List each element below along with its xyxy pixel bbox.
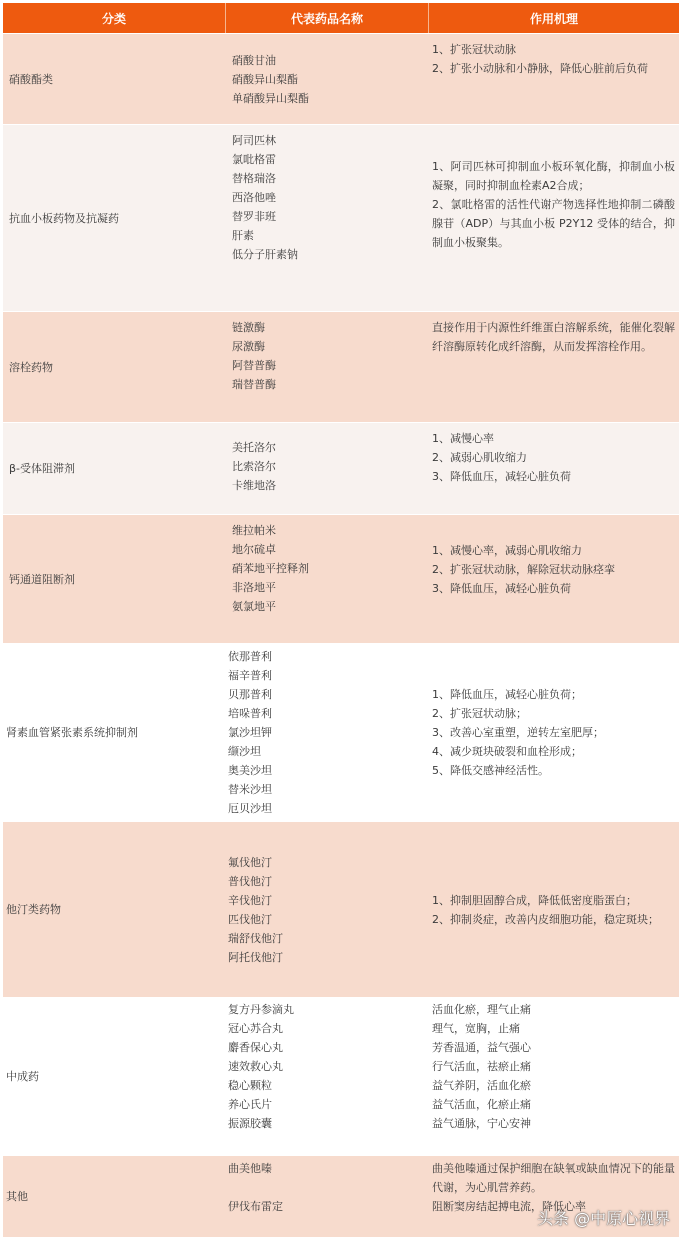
drug-name: 尿激酶 [232, 340, 265, 353]
table-row [3, 311, 679, 422]
header-category: 分类 [3, 3, 226, 33]
drug-name: 冠心苏合丸 [228, 1022, 283, 1035]
drug-name: 伊伐布雷定 [228, 1200, 283, 1213]
drugs-cell [226, 822, 429, 997]
drug-name: 硝酸甘油 [232, 53, 276, 67]
mechanism-text: 益气养阴，活血化瘀 [432, 1079, 531, 1092]
drug-name: 非洛地平 [232, 581, 276, 594]
drug-name: 速效救心丸 [228, 1060, 283, 1073]
category-cell: 其他 [6, 1190, 28, 1203]
table-row [3, 997, 679, 1155]
drug-name: 缬沙坦 [228, 745, 261, 758]
mechanism-text: 2、抑制炎症，改善内皮细胞功能，稳定斑块； [432, 912, 659, 926]
drug-name: 低分子肝素钠 [232, 248, 298, 261]
drug-name: 替米沙坦 [228, 783, 272, 796]
mechanism-text: 4、减少斑块破裂和血栓形成； [432, 745, 582, 758]
drugs-cell [226, 998, 429, 1155]
mechanism-cell [429, 998, 679, 1155]
drug-name: 链激酶 [232, 321, 265, 334]
drug-name: 地尔硫卓 [232, 543, 276, 556]
drug-name: 厄贝沙坦 [228, 802, 272, 815]
mechanism-cell [429, 644, 679, 821]
table-row [3, 643, 679, 821]
drugs-cell [226, 1156, 429, 1237]
drug-name: 硝苯地平控释剂 [232, 562, 309, 575]
drug-name: 培哚普利 [228, 707, 272, 720]
drug-name: 阿替普酶 [232, 359, 276, 372]
mechanism-text: 2、氯吡格雷的活性代谢产物选择性地抑制二磷酸腺苷（ADP）与其血小板 P2Y12 受体的结合，抑制血小板聚集。 [432, 198, 675, 249]
mechanism-text: 1、扩张冠状动脉 [432, 43, 516, 56]
drugs-cell [226, 515, 429, 643]
drug-name: 阿司匹林 [232, 134, 276, 147]
mechanism-text: 2、扩张冠状动脉； [432, 707, 527, 720]
drug-name: 稳心颗粒 [228, 1079, 272, 1092]
table-row [3, 124, 679, 311]
category-cell: 钙通道阻断剂 [9, 572, 75, 586]
mechanism-text: 芳香温通，益气强心 [432, 1041, 531, 1054]
table-header [3, 3, 679, 33]
drug-name: 美托洛尔 [232, 441, 276, 454]
drug-name: 普伐他汀 [228, 874, 272, 888]
drug-name: 振源胶囊 [228, 1117, 272, 1130]
drug-name: 贝那普利 [228, 688, 272, 701]
category-cell: 他汀类药物 [6, 903, 61, 916]
drug-name: 氯沙坦钾 [228, 726, 272, 739]
mechanism-cell [429, 822, 679, 997]
drug-name: 麝香保心丸 [228, 1041, 283, 1054]
drug-name: 比索洛尔 [232, 460, 276, 473]
drug-name: 氟伐他汀 [228, 855, 272, 869]
mechanism-text: 1、减慢心率，减弱心肌收缩力 [432, 544, 582, 557]
mechanism-text: 曲美他嗪通过保护细胞在缺氧或缺血情况下的能量代谢，为心肌营养药。 [432, 1162, 675, 1194]
drug-name: 硝酸异山梨酯 [232, 72, 298, 86]
drug-name: 替格瑞洛 [232, 172, 276, 185]
header-drug-names: 代表药品名称 [226, 3, 429, 33]
table-row [3, 33, 679, 124]
drugs-cell [226, 423, 429, 514]
mechanism-text: 行气活血，祛瘀止痛 [432, 1060, 531, 1073]
category-cell: 硝酸酯类 [9, 72, 53, 86]
drug-name: 替罗非班 [232, 210, 276, 223]
mechanism-text: 理气，宽胸，止痛 [432, 1022, 520, 1035]
drug-name: 瑞替普酶 [232, 378, 276, 391]
mechanism-text: 1、降低血压，减轻心脏负荷； [432, 688, 582, 701]
drugs-cell [226, 644, 429, 821]
mechanism-text: 2、扩张冠状动脉，解除冠状动脉痉挛 [432, 563, 615, 576]
drug-name: 肝素 [232, 229, 254, 242]
drug-name: 氨氯地平 [232, 600, 276, 613]
table-row [3, 514, 679, 643]
drug-name: 奥美沙坦 [228, 764, 272, 777]
header-mechanism: 作用机理 [529, 11, 578, 26]
table-row [3, 422, 679, 514]
mechanism-text: 5、降低交感神经活性。 [432, 764, 549, 777]
mechanism-text: 益气活血，化瘀止痛 [432, 1098, 531, 1111]
drug-name: 福辛普利 [228, 669, 272, 682]
drug-name: 单硝酸异山梨酯 [232, 91, 309, 105]
drug-name: 辛伐他汀 [228, 893, 272, 907]
drug-name: 维拉帕米 [232, 524, 276, 537]
mechanism-cell [429, 423, 679, 514]
drug-name: 卡维地洛 [232, 479, 276, 492]
drug-name: 依那普利 [228, 650, 272, 663]
mechanism-cell [429, 125, 679, 311]
drug-name: 氯吡格雷 [232, 153, 276, 166]
mechanism-text: 3、降低血压，减轻心脏负荷 [432, 470, 571, 483]
drug-name: 阿托伐他汀 [228, 950, 283, 964]
mechanism-text: 活血化瘀，理气止痛 [432, 1003, 531, 1016]
drug-name: 匹伐他汀 [228, 912, 272, 926]
drug-name: 曲美他嗪 [228, 1162, 272, 1175]
drugs-cell [226, 125, 429, 311]
drugs-cell [226, 34, 429, 124]
drug-name: 瑞舒伐他汀 [228, 931, 283, 945]
table-row [3, 821, 679, 997]
mechanism-text: 1、减慢心率 [432, 432, 494, 445]
category-cell: 溶栓药物 [9, 360, 53, 374]
drug-table [3, 3, 679, 1237]
mechanism-text: 阻断窦房结起搏电流，降低心率 [432, 1200, 586, 1213]
mechanism-text: 3、改善心室重塑，逆转左室肥厚； [432, 726, 604, 739]
category-cell: 抗血小板药物及抗凝药 [9, 211, 119, 225]
mechanism-text: 3、降低血压，减轻心脏负荷 [432, 582, 571, 595]
mechanism-cell [429, 515, 679, 643]
mechanism-text: 直接作用于内源性纤维蛋白溶解系统，能催化裂解纤溶酶原转化成纤溶酶，从而发挥溶栓作用。 [432, 321, 675, 353]
mechanism-cell [429, 34, 679, 124]
category-cell: 中成药 [6, 1070, 39, 1083]
mechanism-text: 益气通脉，宁心安神 [432, 1117, 531, 1130]
drug-name: 复方丹参滴丸 [228, 1003, 294, 1016]
mechanism-text: 2、扩张小动脉和小静脉，降低心脏前后负荷 [432, 62, 648, 75]
mechanism-text: 1、阿司匹林可抑制血小板环氧化酶，抑制血小板凝聚，同时抑制血栓素A2合成； [432, 160, 675, 192]
watermark: 头条 @中原心视界 [537, 1209, 671, 1228]
drug-name: 西洛他唑 [232, 191, 276, 204]
mechanism-text: 2、减弱心肌收缩力 [432, 451, 527, 464]
drug-name: 养心氏片 [228, 1098, 272, 1111]
category-cell: 肾素血管紧张素系统抑制剂 [6, 726, 138, 739]
mechanism-text: 1、抑制胆固醇合成，降低低密度脂蛋白； [432, 893, 637, 907]
category-cell: β-受体阻滞剂 [9, 462, 75, 475]
mechanism-cell [429, 312, 679, 422]
drugs-cell [226, 312, 429, 422]
